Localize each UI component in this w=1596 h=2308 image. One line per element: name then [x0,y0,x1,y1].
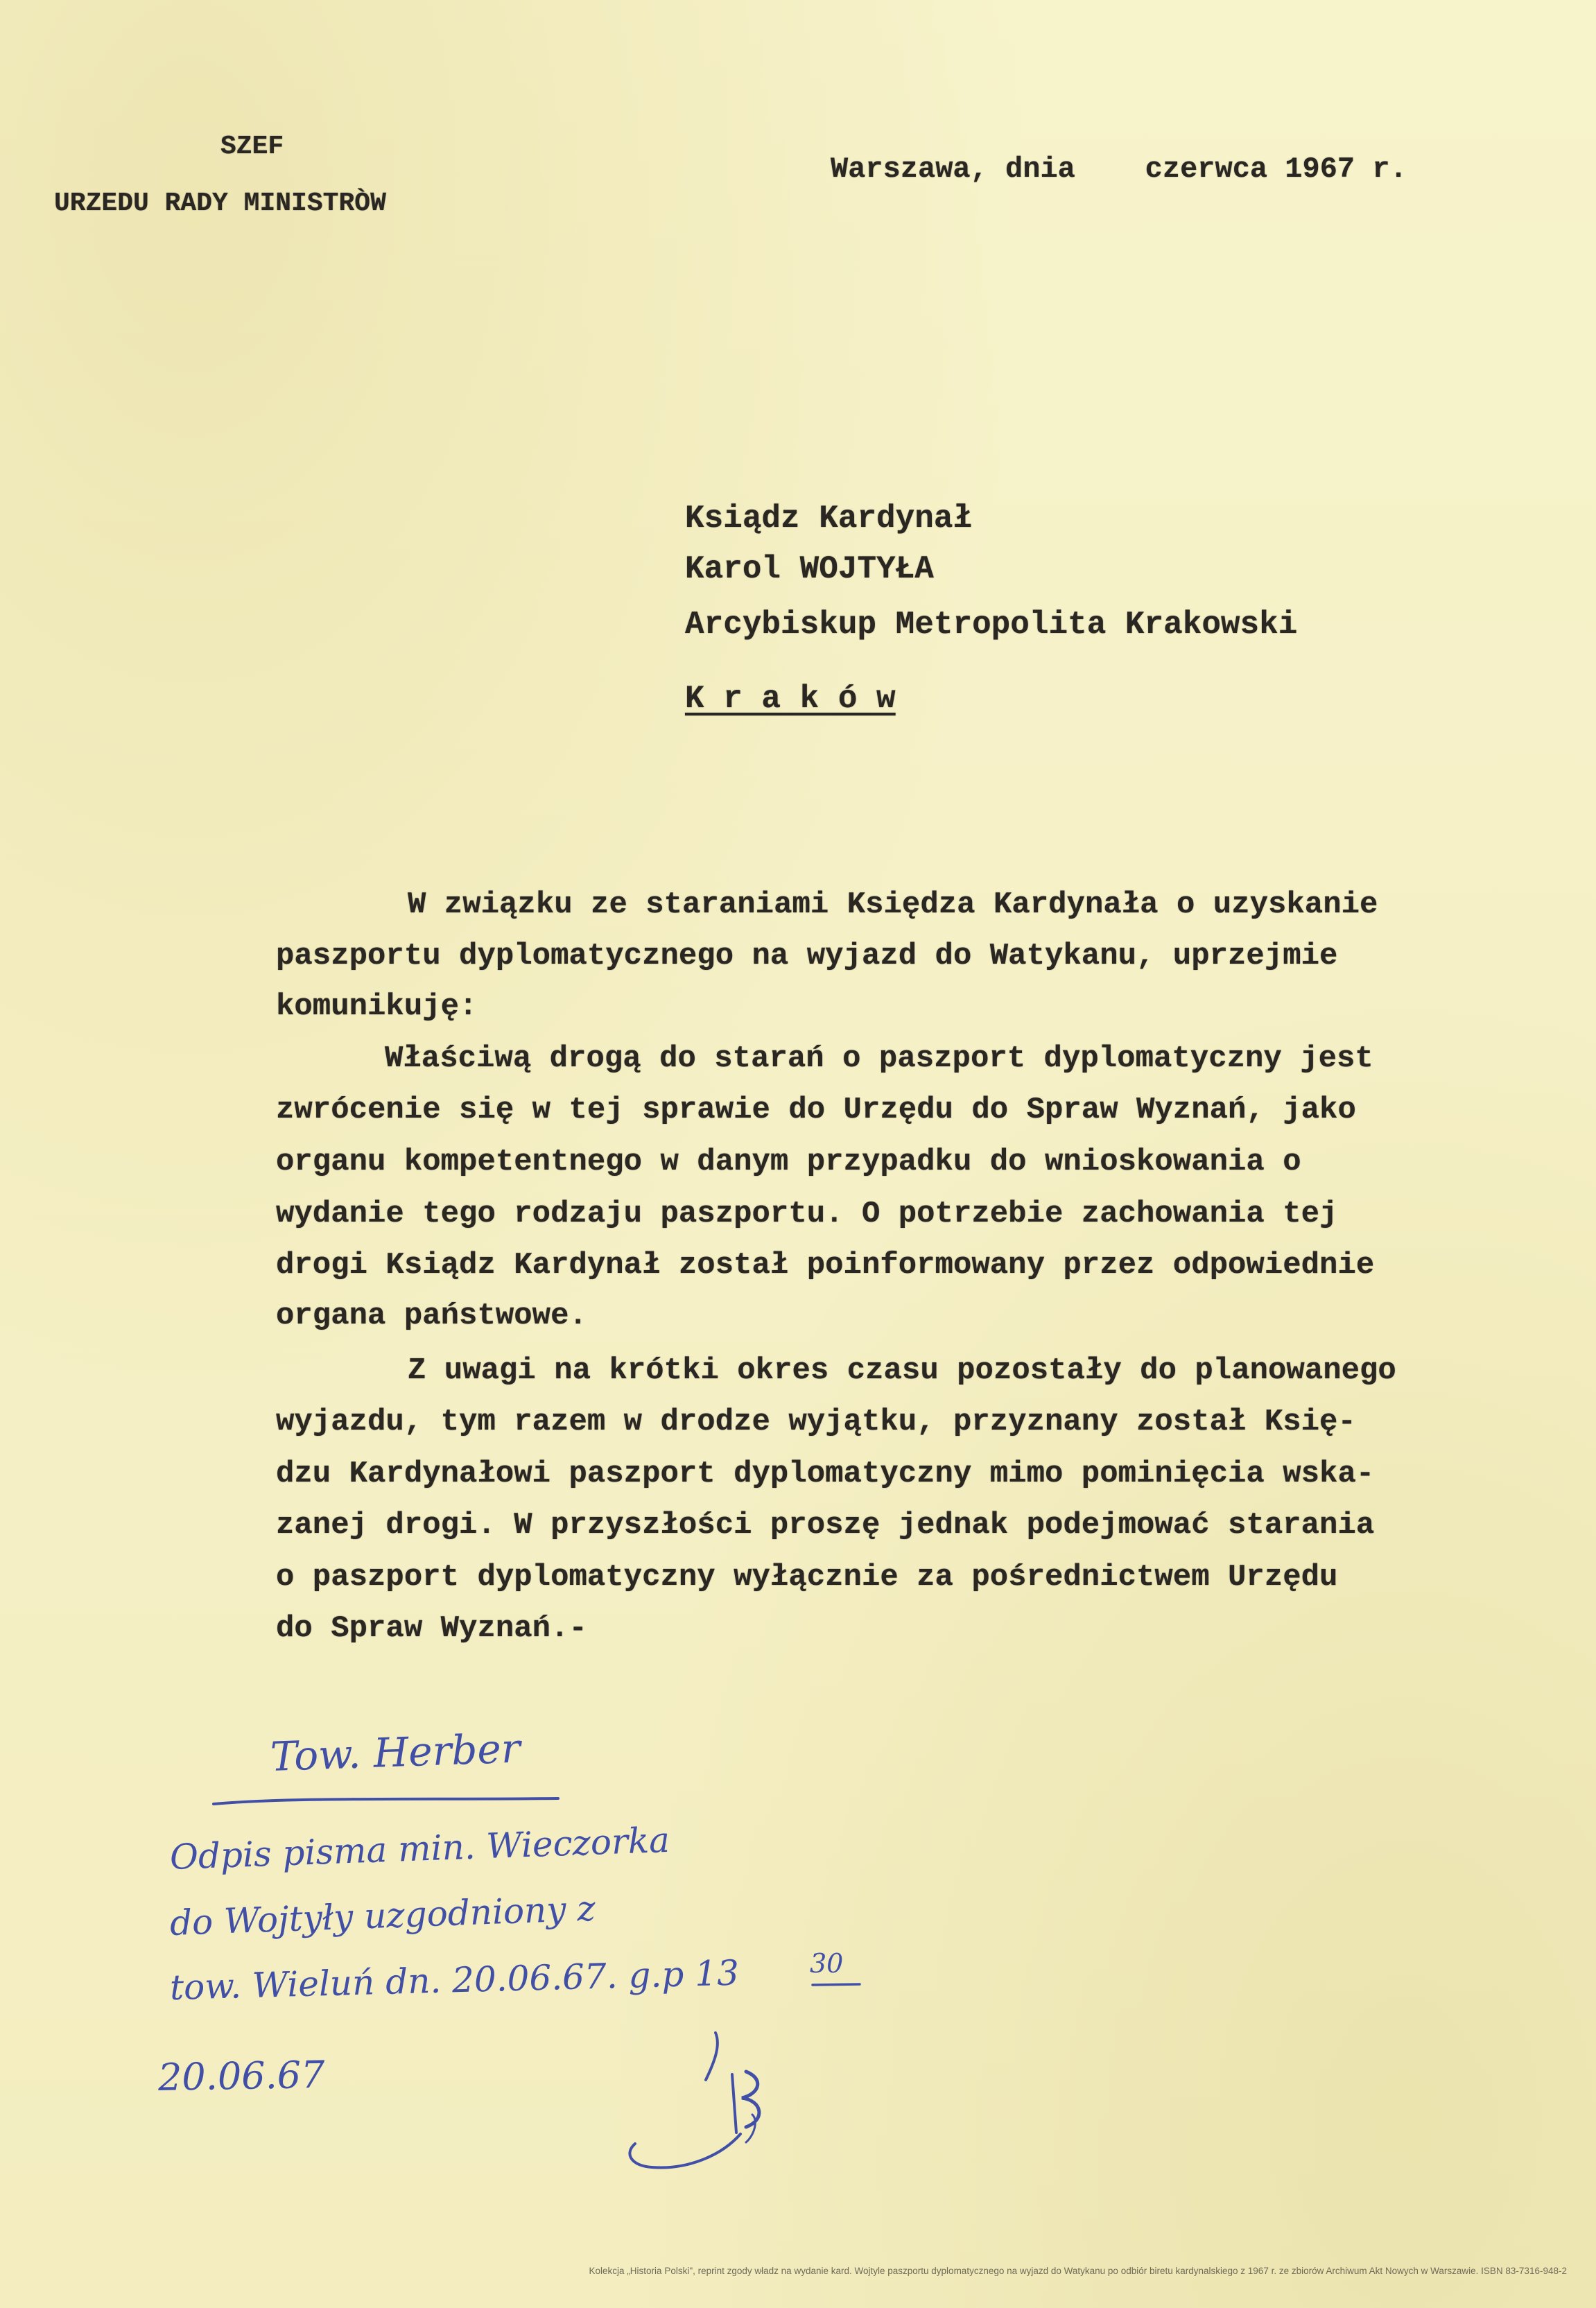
footer-imprint: Kolekcja „Historia Polski", reprint zgody władz na wydanie kard. Wojtyle paszportu dyplomatycznego na wyjazd do Watykanu po odbiór biretu kardynalskiego z 1967 r. ze zbiorów Archiwum Akt Nowych w Warszawie. ISBN 83-7316-948-2 [589,2266,1567,2276]
addressee-line: Karol WOJTYŁA [685,551,934,587]
body-line: organa państwowe. [276,1299,587,1333]
body-line: organu kompetentnego w danym przypadku do wnioskowania o [276,1145,1301,1179]
body-line: komunikuję: [276,989,478,1024]
body-line: do Spraw Wyznań.- [276,1611,587,1646]
date-line: Warszawa, dnia czerwca 1967 r. [831,153,1407,186]
body-line: zwrócenie się w tej sprawie do Urzędu do Spraw Wyznań, jako [276,1093,1356,1127]
handwritten-underline [208,1789,569,1816]
addressee-city: K r a k ó w [685,681,896,717]
body-line: zanej drogi. W przyszłości proszę jednak podejmować starania [276,1508,1375,1543]
handwritten-date: 20.06.67 [157,2052,325,2099]
body-line: Właściwą drogą do starań o paszport dyplomatyczny jest [385,1041,1373,1076]
handwritten-note-line: Odpis pisma min. Wieczorka [168,1819,670,1877]
letterhead-office: URZEDU RADY MINISTRÒW [54,189,386,218]
body-line: wyjazdu, tym razem w drodze wyjątku, przyznany został Księ- [276,1405,1356,1439]
handwritten-note-line: do Wojtyły uzgodniony z [168,1888,596,1943]
body-line: paszportu dyplomatycznego na wyjazd do Watykanu, uprzejmie [276,939,1338,973]
body-line: W związku ze staraniami Księdza Kardynała o uzyskanie [408,887,1378,922]
body-line: dzu Kardynałowi paszport dyplomatyczny mimo pominięcia wska- [276,1457,1375,1491]
letterhead-title: SZEF [220,132,284,162]
handwritten-superscript-underline [810,1980,865,1990]
body-line: Z uwagi na krótki okres czasu pozostały do planowanego [408,1353,1396,1388]
body-line: o paszport dyplomatyczny wyłącznie za pośrednictwem Urzędu [276,1560,1338,1595]
handwritten-time-superscript: 30 [810,1948,844,1979]
body-line: drogi Ksiądz Kardynał został poinformowany przez odpowiednie [276,1248,1375,1283]
handwritten-note-line: tow. Wieluń dn. 20.06.67. g.p 13 [169,1952,740,2008]
handwritten-initials-signature [610,1997,790,2177]
addressee-line: Arcybiskup Metropolita Krakowski [685,607,1298,643]
body-line: wydanie tego rodzaju paszportu. O potrzebie zachowania tej [276,1197,1338,1231]
addressee-line: Ksiądz Kardynał [685,501,973,537]
handwritten-addressee: Tow. Herber [269,1724,521,1780]
